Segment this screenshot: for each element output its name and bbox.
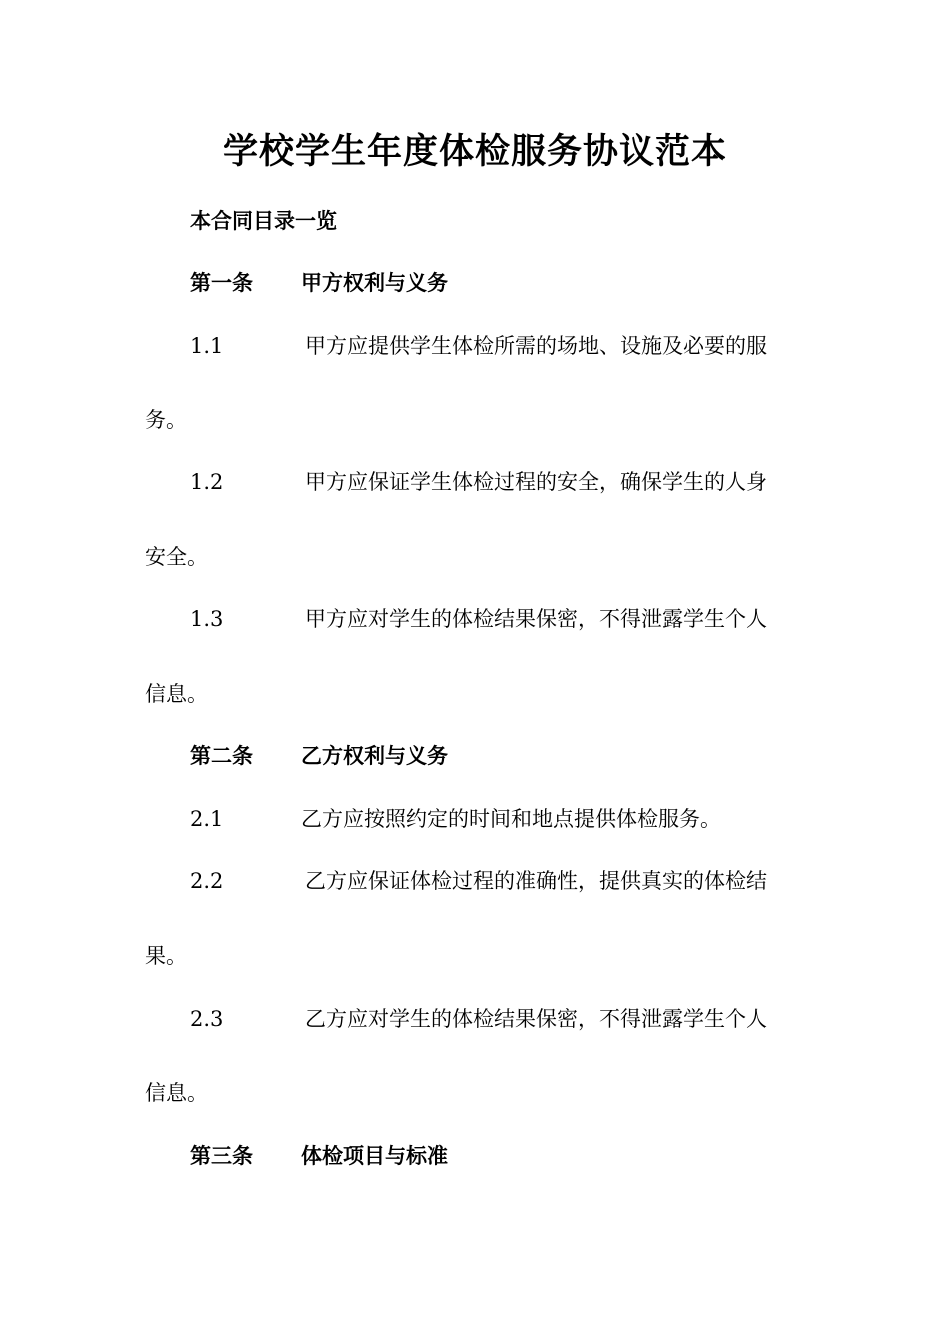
clause-number: 1.1 <box>190 334 224 358</box>
clause-line <box>0 1004 950 1034</box>
document-title: 学校学生年度体检服务协议范本 <box>222 132 727 172</box>
clause-text: 甲方应保证学生体检过程的安全，确保学生的人身 <box>305 470 767 494</box>
article-title: 体检项目与标准 <box>301 1144 448 1168</box>
clause-line <box>0 604 950 634</box>
clause-text-continued: 信息。 <box>145 682 208 706</box>
clause-line <box>0 804 950 834</box>
clause-line <box>0 331 950 361</box>
clause-number: 1.3 <box>190 607 224 631</box>
clause-number: 2.3 <box>190 1007 224 1031</box>
article-title: 甲方权利与义务 <box>301 271 448 295</box>
clause-text: 甲方应提供学生体检所需的场地、设施及必要的服 <box>305 334 767 358</box>
clause-line <box>0 866 950 896</box>
article-number: 第三条 <box>190 1144 253 1168</box>
clause-text: 乙方应对学生的体检结果保密，不得泄露学生个人 <box>305 1007 767 1031</box>
clause-text: 乙方应按照约定的时间和地点提供体检服务。 <box>301 807 721 831</box>
clause-text: 乙方应保证体检过程的准确性，提供真实的体检结 <box>305 869 767 893</box>
article-title: 乙方权利与义务 <box>301 744 448 768</box>
clause-text: 甲方应对学生的体检结果保密，不得泄露学生个人 <box>305 607 767 631</box>
clause-text-continued: 信息。 <box>145 1081 208 1105</box>
article-number: 第二条 <box>190 744 253 768</box>
toc-heading: 本合同目录一览 <box>190 209 337 233</box>
clause-text-continued: 务。 <box>145 408 187 432</box>
clause-number: 2.2 <box>190 869 224 893</box>
clause-number: 2.1 <box>190 807 224 831</box>
clause-number: 1.2 <box>190 470 224 494</box>
clause-line <box>0 467 950 497</box>
clause-text-continued: 安全。 <box>145 545 208 569</box>
clause-text-continued: 果。 <box>145 944 187 968</box>
article-number: 第一条 <box>190 271 253 295</box>
